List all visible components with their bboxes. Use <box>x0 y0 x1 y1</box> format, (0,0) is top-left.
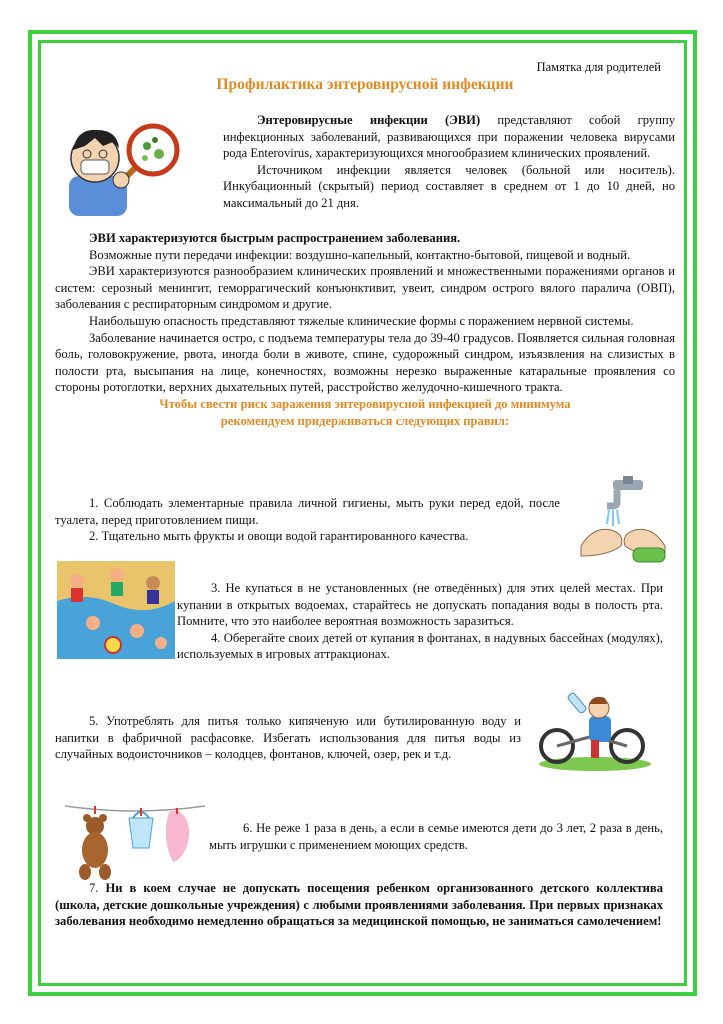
intro-definition: представляют собой группу инфекционных заболеваний, развивающихся при поражении человека вирусами рода Enterovirus, характеризующихся многообразием клинических проявлений. <box>223 113 675 161</box>
rule-3: 3. Не купаться в не установленных (не отведённых) для этих целей местах. При купании в открытых водоемах, старайтесь не допускать попадания воды в полость рта. Помните, что это наиболее вероятная возможность заразиться. <box>177 581 663 629</box>
rule-4: 4. Оберегайте своих детей от купания в фонтанах, в надувных бассейнах (модулях), используемых в игровых аттракционах. <box>177 630 663 662</box>
body-paragraph-symptoms: Заболевание начинается остро, с подъема температуры тела до 39-40 градусов. Появляется сильная головная боль, головокружение, рвота, иногда боли в животе, спине, судорожный синдром, изъязвления на слизистых в полости рта, высыпания на лице, конечностях, возможны нерезко выраженные катаральные проявления со стороны ротоглотки, верхних дыхательных путей, расстройство желудочно-кишечного тракта. <box>55 330 675 395</box>
child-drinking-icon <box>533 690 653 772</box>
rule-7-text: Ни в коем случае не допускать посещения ребенком организованного детского коллектива (школа, детские дошкольные учреждения) с любыми проявлениями заболевания. При первых признаках заболевания необходимо немедленно обращаться за медицинской помощью, не заниматься самолечением! <box>55 881 664 929</box>
page-title: Профилактика энтеровирусной инфекции <box>216 76 514 93</box>
doctor-magnifier-icon <box>59 120 187 218</box>
rule-7 <box>55 880 663 930</box>
header-note: Памятка для родителей <box>536 60 661 74</box>
body-paragraph-bold <box>55 230 675 247</box>
washing-hands-icon <box>577 476 669 564</box>
rule-5: 5. Употреблять для питья только кипяченую или бутилированную воду и напитки в фабричной расфасовке. Избегать использования для питья воды из случайных водоисточников – колодцев, фонтанов, ключей, озер, рек и т.д. <box>55 714 521 762</box>
intro-term: Энтеровирусные инфекции (ЭВИ) <box>257 113 481 127</box>
rules-heading-line-2: рекомендуем придерживаться следующих правил: <box>220 413 510 428</box>
body-paragraph-transmission: Возможные пути передачи инфекции: воздушно-капельный, контактно-бытовой, пищевой и водный. <box>89 247 631 262</box>
toys-clothesline-icon <box>65 798 205 882</box>
body-paragraph-danger: Наибольшую опасность представляют тяжелые клинические формы с поражением нервной системы. <box>89 313 634 328</box>
rule-1: 1. Соблюдать элементарные правила личной гигиены, мыть руки перед едой, после туалета, перед приготовлением пищи. <box>55 496 560 527</box>
rule-2: 2. Тщательно мыть фрукты и овощи водой гарантированного качества. <box>89 529 469 544</box>
rule-6: 6. Не реже 1 раза в день, а если в семье имеются дети до 3 лет, 2 раза в день, мыть игрушки с применением моющих средств. <box>209 821 663 852</box>
intro-paragraph-1 <box>223 112 675 162</box>
spread-statement: ЭВИ характеризуются быстрым распространением заболевания. <box>89 231 461 245</box>
rule-7-number: 7. <box>89 881 106 895</box>
children-swimming-icon <box>57 561 175 659</box>
document-page <box>55 58 675 978</box>
rules-heading-line-1: Чтобы свести риск заражения энтеровирусной инфекцией до минимума <box>159 396 571 411</box>
body-paragraph-manifestations: ЭВИ характеризуются разнообразием клинических проявлений и множественными поражениями органов и систем: серозный менингит, геморрагический конъюнктивит, увеит, синдром острого вялого паралича (ОВП), заболевания с респираторным синдромом и другие. <box>55 264 675 312</box>
intro-paragraph-2: Источником инфекции является человек (больной или носитель). Инкубационный (скрытый) период составляет в среднем от 1 до 10 дней, но максимальный до 21 дня. <box>223 162 675 210</box>
